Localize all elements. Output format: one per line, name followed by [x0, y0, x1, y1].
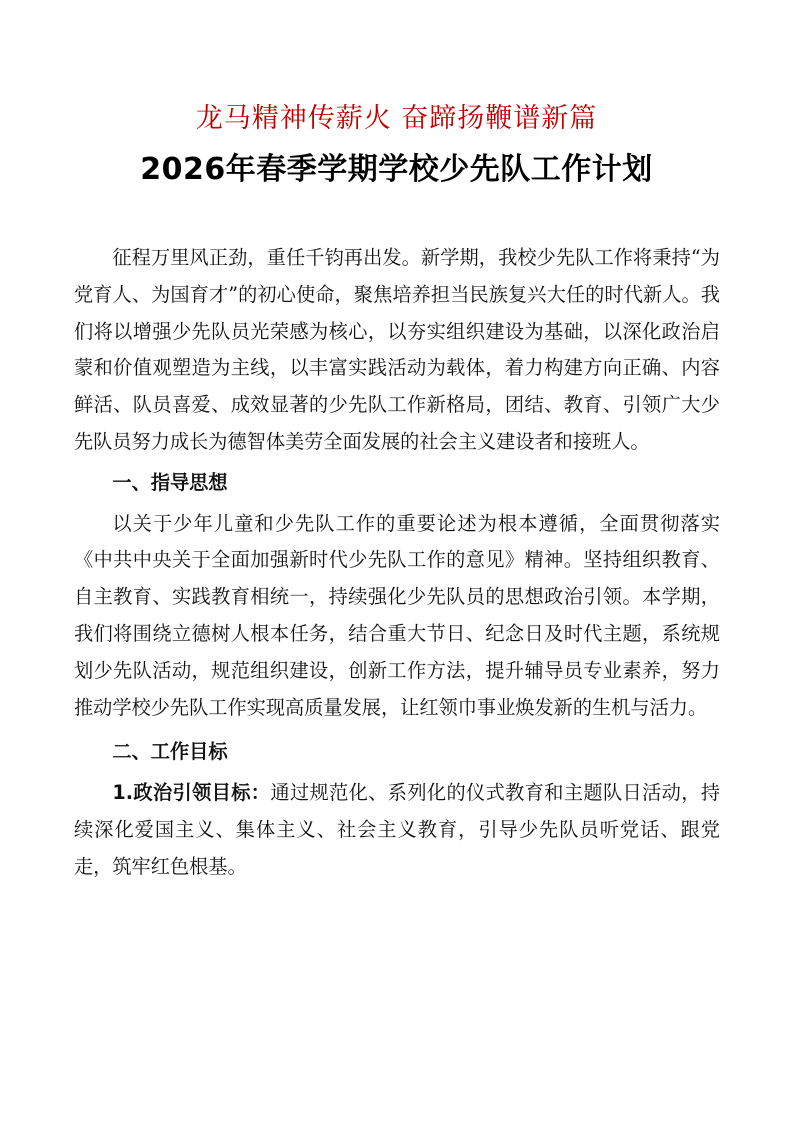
document-subtitle: 龙马精神传薪火 奋蹄扬鞭谱新篇	[195, 103, 598, 134]
goal-1-body: 通过规范化、系列化的仪式教育和主题队日活动，持续深化爱国主义、集体主义、社会主义教育，引导少先队员听党话、跟党走，筑牢红色根基。	[74, 781, 721, 878]
goal-1-lead: 1.政治引领目标：	[112, 781, 271, 805]
section-heading-work-goals: 二、工作目标	[112, 740, 228, 764]
guiding-thought-paragraph: 以关于少年儿童和少先队工作的重要论述为根本遵循，全面贯彻落实《中共中央关于全面加强新时代少先队工作的意见》精神。坚持组织教育、自主教育、实践教育相统一，持续强化少先队员的思想政治引领。本学期，我们将围绕立德树人根本任务，结合重大节日、纪念日及时代主题，系统规划少先队活动，规范组织建设，创新工作方法，提升辅导员专业素养，努力推动学校少先队工作实现高质量发展，让红领巾事业焕发新的生机与活力。	[74, 511, 720, 719]
intro-paragraph: 征程万里风正劲，重任千钧再出发。新学期，我校少先队工作将秉持“为党育人、为国育才”的初心使命，聚焦培养担当民族复兴大任的时代新人。我们将以增强少先队员光荣感为核心，以夯实组织建设为基础，以深化政治启蒙和价值观塑造为主线，以丰富实践活动为载体，着力构建方向正确、内容鲜活、队员喜爱、成效显著的少先队工作新格局，团结、教育、引领广大少先队员努力成长为德智体美劳全面发展的社会主义建设者和接班人。	[74, 246, 720, 453]
document-title: 2026年春季学期学校少先队工作计划	[140, 152, 653, 187]
document-body	[74, 240, 720, 886]
goal-1-paragraph	[74, 775, 720, 885]
section-heading-guiding-thought: 一、指导思想	[112, 470, 228, 494]
